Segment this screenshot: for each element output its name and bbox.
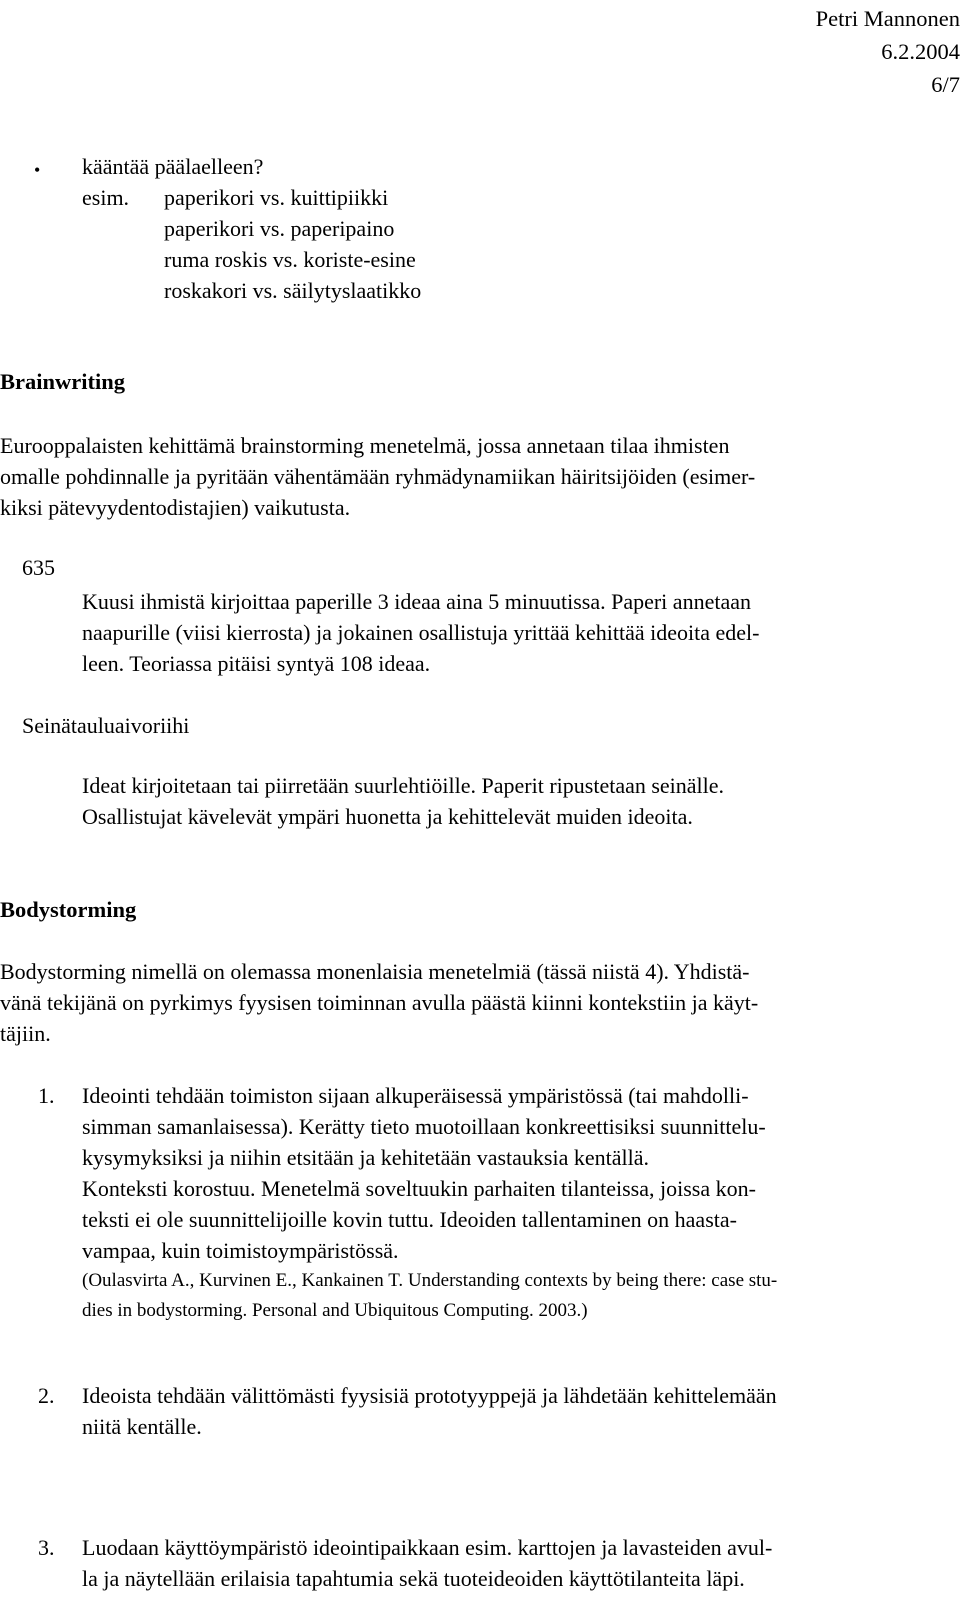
list-item xyxy=(82,1380,958,1442)
text-line: vampaa, kuin toimistoympäristössä. xyxy=(82,1238,399,1263)
text-line: vänä tekijänä on pyrkimys fyysisen toiminnan avulla päästä kiinni kontekstiin ja käyt- xyxy=(0,990,759,1015)
page-header xyxy=(816,2,960,101)
text-line: Ideat kirjoitetaan tai piirretään suurlehtiöille. Paperit ripustetaan seinälle. xyxy=(82,773,725,798)
text-line: Ideointi tehdään toimiston sijaan alkuperäisessä ympäristössä (tai mahdolli- xyxy=(82,1083,749,1108)
text-line: Kuusi ihmistä kirjoittaa paperille 3 ideaa aina 5 minuutissa. Paperi annetaan xyxy=(82,589,751,614)
example-item: roskakori vs. säilytyslaatikko xyxy=(164,278,422,303)
method-description-seinatauluaivoriihi xyxy=(82,770,958,832)
text-line: kysymyksiksi ja niihin etsitään ja kehitetään vastauksia kentällä. xyxy=(82,1145,649,1170)
list-item-number: 1. xyxy=(38,1083,55,1108)
example-prefix: esim. xyxy=(82,185,130,210)
text-line: Bodystorming nimellä on olemassa monenlaisia menetelmiä (tässä niistä 4). Yhdistä- xyxy=(0,959,750,984)
example-item: paperikori vs. paperipaino xyxy=(164,216,395,241)
text-line: Ideoista tehdään välittömästi fyysisiä prototyyppejä ja lähdetään kehittelemään xyxy=(82,1383,777,1408)
method-description-635 xyxy=(82,586,958,679)
header-author: Petri Mannonen xyxy=(815,6,960,31)
section-heading-brainwriting: Brainwriting xyxy=(0,369,126,394)
header-page-number: 6/7 xyxy=(931,72,960,97)
text-line: naapurille (viisi kierrosta) ja jokainen osallistuja yrittää kehittää ideoita edel- xyxy=(82,620,760,645)
section-heading-bodystorming: Bodystorming xyxy=(0,897,137,922)
header-date: 6.2.2004 xyxy=(881,39,960,64)
bullet-text: kääntää päälaelleen? xyxy=(82,154,264,179)
text-line: kiksi pätevyydentodistajien) vaikutusta. xyxy=(0,495,351,520)
method-title-635: 635 xyxy=(22,555,55,580)
text-line: teksti ei ole suunnittelijoille kovin tuttu. Ideoiden tallentaminen on haasta- xyxy=(82,1207,737,1232)
text-line: la ja näytellään erilaisia tapahtumia sekä tuoteideoiden käyttötilanteita läpi. xyxy=(82,1566,745,1591)
example-list xyxy=(164,182,421,306)
text-line: simman samanlaisessa). Kerätty tieto muotoillaan konkreettisiksi suunnittelu- xyxy=(82,1114,766,1139)
reference-citation xyxy=(82,1266,958,1326)
list-item-number: 2. xyxy=(38,1383,55,1408)
text-line: Osallistujat kävelevät ympäri huonetta ja kehittelevät muiden ideoita. xyxy=(82,804,693,829)
brainwriting-intro xyxy=(0,430,958,523)
text-line: täjiin. xyxy=(0,1021,51,1046)
method-title-seinatauluaivoriihi: Seinätauluaivoriihi xyxy=(22,713,190,738)
text-line: dies in bodystorming. Personal and Ubiquitous Computing. 2003.) xyxy=(82,1300,588,1321)
text-line: niitä kentälle. xyxy=(82,1414,202,1439)
text-line: (Oulasvirta A., Kurvinen E., Kankainen T. Understanding contexts by being there: case stu- xyxy=(82,1270,778,1291)
bullet-icon: • xyxy=(34,160,41,180)
list-item xyxy=(82,1532,958,1594)
list-item xyxy=(82,1080,958,1326)
list-item-number: 3. xyxy=(38,1535,55,1560)
example-item: ruma roskis vs. koriste-esine xyxy=(164,247,416,272)
text-line: Luodaan käyttöympäristö ideointipaikkaan esim. karttojen ja lavasteiden avul- xyxy=(82,1535,773,1560)
example-item: paperikori vs. kuittipiikki xyxy=(164,185,389,210)
text-line: Eurooppalaisten kehittämä brainstorming menetelmä, jossa annetaan tilaa ihmisten xyxy=(0,433,730,458)
bodystorming-intro xyxy=(0,956,958,1049)
text-line: leen. Teoriassa pitäisi syntyä 108 ideaa. xyxy=(82,651,431,676)
text-line: Konteksti korostuu. Menetelmä soveltuukin parhaiten tilanteissa, joissa kon- xyxy=(82,1176,756,1201)
text-line: omalle pohdinnalle ja pyritään vähentämään ryhmädynamiikan häiritsijöiden (esimer- xyxy=(0,464,756,489)
